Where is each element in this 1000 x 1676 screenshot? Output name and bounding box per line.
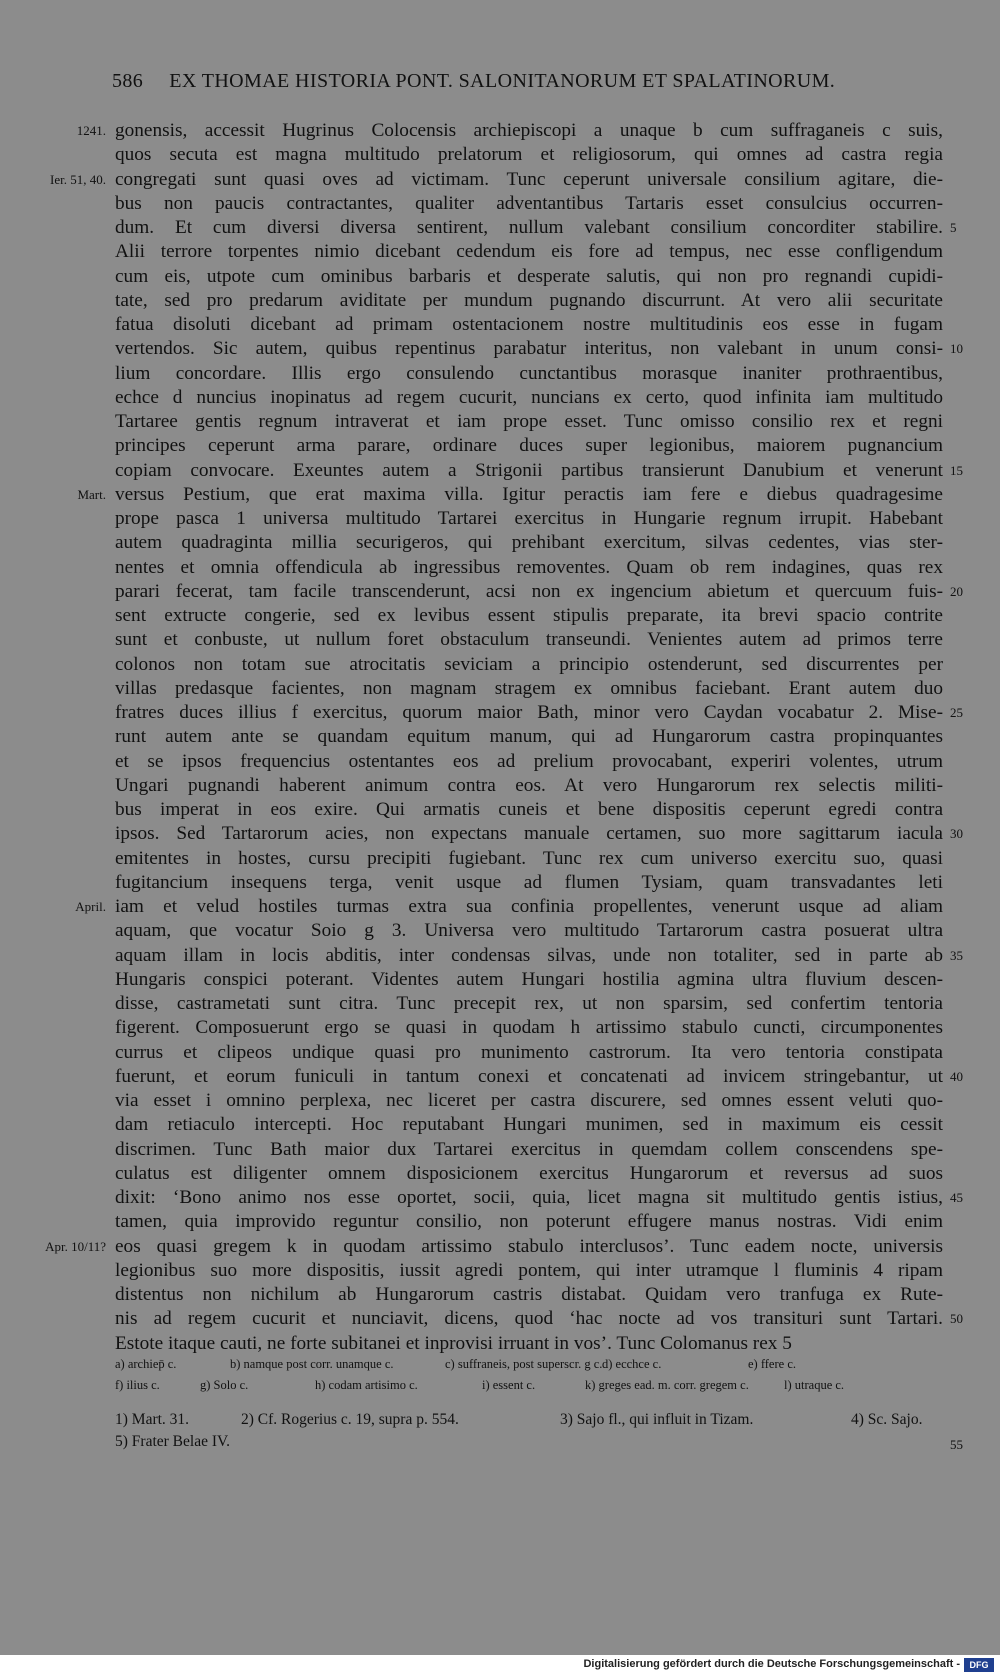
line-number: 40 bbox=[950, 1068, 963, 1084]
text-line: fugitancium insequens terga, venit usque ad flumen Tysiam, quam transvadantes leti bbox=[115, 871, 943, 893]
text-line: Tartaree gentis regnum intraverat et iam prope esset. Tunc omisso consilio rex et regni bbox=[115, 411, 943, 432]
footnote-entry: 2) Cf. Rogerius c. 19, supra p. 554. bbox=[241, 1411, 459, 1428]
bottom-line-number: 55 bbox=[950, 1437, 963, 1452]
text-line: colonos non totam sue atrocitatis seviciam a principio ostenderunt, sed discurrentes per bbox=[115, 653, 943, 675]
page-number: 586 bbox=[112, 70, 144, 92]
text-line: vertendos. Sic autem, quibus repentinus parabatur interitus, non valebant in unum consi- bbox=[115, 338, 943, 360]
footnote-row bbox=[115, 1411, 945, 1433]
margin-note: Mart. bbox=[77, 486, 106, 502]
text-line: figerent. Composuerunt ergo se quasi in quodam h artissimo stabulo cuncti, circumponentes bbox=[115, 1017, 943, 1039]
text-line: eos quasi gregem k in quodam artissimo stabulo interclusos’. Tunc eadem nocte, universis bbox=[115, 1235, 943, 1257]
text-line: runt autem ante se quandam equitum manum, qui ad Hungarorum castra propinquantes bbox=[115, 726, 943, 748]
text-line: gonensis, accessit Hugrinus Colocensis archiepiscopi a unaque b cum suffraganeis c suis, bbox=[115, 120, 943, 141]
text-line: bus non paucis contractantes, qualiter adventantibus Tartaris esset consulcius occurren- bbox=[115, 192, 943, 214]
text-line: discrimen. Tunc Bath maior dux Tartarei exercitus in quemdam collem conscendens spe- bbox=[115, 1138, 943, 1160]
text-line: principes ceperunt arma parare, ordinare duces super legionibus, maiorem pugnancium bbox=[115, 435, 943, 457]
text-line: fuerunt, et eorum funiculi in tantum conexi et concatenati ad invicem stringebantur, ut bbox=[115, 1065, 943, 1087]
text-line: tamen, quia improvido reguntur consilio, non poterunt effugere manus nostras. Vidi enim bbox=[115, 1211, 943, 1233]
digitization-footer bbox=[0, 1655, 1000, 1676]
text-line: ipsos. Sed Tartarorum acies, non expectans manuale certamen, suo more sagittarum iacula bbox=[115, 823, 943, 845]
apparatus-entry: b) namque post corr. unamque c. bbox=[230, 1357, 394, 1371]
apparatus-entry: l) utraque c. bbox=[784, 1378, 845, 1392]
text-line: tate, sed pro predarum aviditate per mundum pugnando discurrunt. At vero alii securitate bbox=[115, 289, 943, 311]
text-line: distentus non nichilum ab Hungarorum castris distabat. Quidam vero tranfuga ex Rute- bbox=[115, 1284, 943, 1305]
dfg-logo: DFG bbox=[964, 1658, 994, 1672]
text-line: emitentes in hostes, cursu precipiti fugiebant. Tunc rex cum universo exercitu suo, quasi bbox=[115, 847, 943, 869]
footnote-entry: 5) Frater Belae IV. bbox=[115, 1433, 231, 1450]
text-line: versus Pestium, que erat maxima villa. Igitur peractis iam fere e diebus quadragesime bbox=[115, 483, 943, 505]
apparatus-entry: f) ilius c. bbox=[115, 1378, 160, 1392]
footnote-entry: 1) Mart. 31. bbox=[115, 1411, 190, 1428]
text-line: aquam illam in locis abditis, inter condensas silvas, unde non totaliter, sed in parte ab bbox=[115, 944, 943, 966]
line-number: 20 bbox=[950, 583, 963, 599]
line-number: 10 bbox=[950, 341, 963, 357]
text-line: aquam, que vocatur Soio g 3. Universa vero multitudo Tartarorum castra posuerat ultra bbox=[115, 920, 943, 942]
line-number: 5 bbox=[950, 220, 957, 235]
line-number: 25 bbox=[950, 705, 963, 720]
text-line: bus imperat in eos exire. Qui armatis cuneis et bene dispositis ceperunt egredi contra bbox=[115, 799, 943, 820]
text-line: via esset i omnino perplexa, nec liceret per castra discurere, sed omnes essent veluti quo- bbox=[115, 1090, 943, 1111]
margin-note: April. bbox=[75, 899, 106, 914]
text-line: culatus est diligenter omnem disposicionem exercitus Hungarorum et reversus ad suos bbox=[115, 1162, 943, 1184]
line-number: 50 bbox=[950, 1311, 963, 1327]
apparatus-entry: h) codam artisimo c. bbox=[315, 1378, 418, 1392]
text-line: lium concordare. Illis ergo consulendo cunctantibus morasque inaniter prothraentibus, bbox=[115, 362, 943, 384]
text-line: nis ad regem cucurit et nunciavit, dicens, quod ‘hac nocte ad vos transituri sunt Tartari. bbox=[115, 1308, 943, 1330]
text-line: dam retiaculo intercepti. Hoc reputabant Hungari munimen, sed in maximum eis cessit bbox=[115, 1114, 943, 1136]
text-line: villas predasque facientes, non magnam stragem ex omnibus faciebant. Erant autem duo bbox=[115, 677, 943, 699]
text-line: nentes et omnia offendicula ab ingressibus removentes. Quam ob rem indagines, quas rex bbox=[115, 556, 943, 578]
text-line: congregati sunt quasi oves ad victimam. Tunc ceperunt universale consilium agitare, die- bbox=[115, 168, 943, 190]
text-line: legionibus suo more dispositis, iussit agredi pontem, qui inter utramque l fluminis 4 ripam bbox=[115, 1259, 943, 1281]
footnote-row bbox=[115, 1433, 945, 1455]
text-line: Hungaris conspici poterant. Videntes autem Hungari hostilia agmina ultra fluvium descen- bbox=[115, 968, 943, 990]
margin-note: Ier. 51, 40. bbox=[50, 171, 106, 187]
text-line: sent extructe congerie, sed ex levibus essent stipulis preparate, ita brevi spacio contrite bbox=[115, 605, 943, 626]
apparatus-entry: a) archiep̄ c. bbox=[115, 1357, 177, 1371]
running-header bbox=[112, 70, 952, 93]
text-line: quos secuta est magna multitudo prelatorum et religiosorum, qui omnes ad castra regia bbox=[115, 144, 943, 166]
line-number: 15 bbox=[950, 462, 963, 478]
text-line: dum. Et cum diversi diversa sentirent, nullum valebant consilium concorditer stabilire. bbox=[115, 217, 943, 238]
footnote-entry: 3) Sajo fl., qui influit in Tizam. bbox=[560, 1411, 754, 1428]
text-line: prope pasca 1 universa multitudo Tartarei exercitus in Hungarie regnum irrupit. Habebant bbox=[115, 508, 943, 529]
line-number: 35 bbox=[950, 947, 963, 963]
text-line: fatua disoluti dicebant ad primam ostentacionem nostre multitudinis eos esse in fugam bbox=[115, 314, 943, 335]
apparatus-entry: d) ecchce c. bbox=[602, 1357, 662, 1371]
margin-note: Apr. 10/11? bbox=[45, 1238, 106, 1254]
text-line: sunt et conbuste, ut nullum foret obstaculum transeundi. Venientes autem ad primos terre bbox=[115, 629, 943, 651]
apparatus-entry: e) ffere c. bbox=[748, 1357, 796, 1371]
text-line: currus et clipeos undique quasi pro munimento castrorum. Ita vero tentoria constipata bbox=[115, 1041, 943, 1063]
footer-text: Digitalisierung gefördert durch die Deutsche Forschungsgemeinschaft - bbox=[583, 1658, 960, 1670]
text-line: autem quadraginta millia securigeros, qui prehibant exercitum, silvas cedentes, vias ster- bbox=[115, 532, 943, 554]
line-number: 30 bbox=[950, 826, 963, 842]
text-line: Estote itaque cauti, ne forte subitanei et inprovisi irruant in vos’. Tunc Colomanus rex 5 bbox=[115, 1332, 792, 1354]
text-line: iam et velud hostiles turmas extra sua confinia propellentes, venerunt usque ad aliam bbox=[115, 896, 943, 917]
apparatus-entry: i) essent c. bbox=[482, 1378, 536, 1392]
text-line: parari fecerat, tam facile transcenderunt, acsi non ex ingencium abietum et quercuum fuis- bbox=[115, 580, 943, 602]
apparatus-entry: g) Solo c. bbox=[200, 1378, 249, 1392]
footnote-entry: 4) Sc. Sajo. bbox=[851, 1411, 923, 1428]
text-line: disse, castrametati sunt citra. Tunc precepit rex, ut non sparsim, sed confertim tentoria bbox=[115, 993, 943, 1014]
apparatus-entry: k) greges ead. m. corr. gregem c. bbox=[585, 1378, 749, 1392]
margin-note: 1241. bbox=[76, 123, 106, 138]
apparatus-row bbox=[115, 1378, 945, 1398]
line-number: 45 bbox=[950, 1190, 963, 1205]
text-line: Alii terrore torpentes nimio dicebant cedendum eis fore ad tempus, nec esse confligendum bbox=[115, 241, 943, 263]
text-line: Ungari pugnandi haberent animum contra eos. At vero Hungarorum rex selectis militi- bbox=[115, 774, 943, 796]
apparatus-entry: c) suffraneis, post superscr. g c. bbox=[445, 1357, 603, 1371]
text-line: et se ipsos frequencius ostentantes eos ad prelium provocabant, experiri volentes, utrum bbox=[115, 750, 943, 772]
page-title: EX THOMAE HISTORIA PONT. SALONITANORUM ET SPALATINORUM. bbox=[169, 70, 836, 92]
text-line: cum eis, utpote cum ominibus barbaris et desperate salutis, qui non pro regnandi cupidi- bbox=[115, 265, 943, 287]
text-line: copiam convocare. Exeuntes autem a Strigonii partibus transierunt Danubium et venerunt bbox=[115, 459, 943, 481]
text-line: fratres duces illius f exercitus, quorum maior Bath, minor vero Caydan vocabatur 2. Mise- bbox=[115, 702, 943, 723]
apparatus-row bbox=[115, 1357, 945, 1377]
text-line: dixit: ‘Bono animo nos esse oportet, socii, quia, licet magna sit multitudo gentis istius, bbox=[115, 1187, 943, 1208]
text-line: echce d nuncius inopinatus ad regem cucurit, nuncians ex certo, quod infinita iam multitudo bbox=[115, 386, 943, 408]
